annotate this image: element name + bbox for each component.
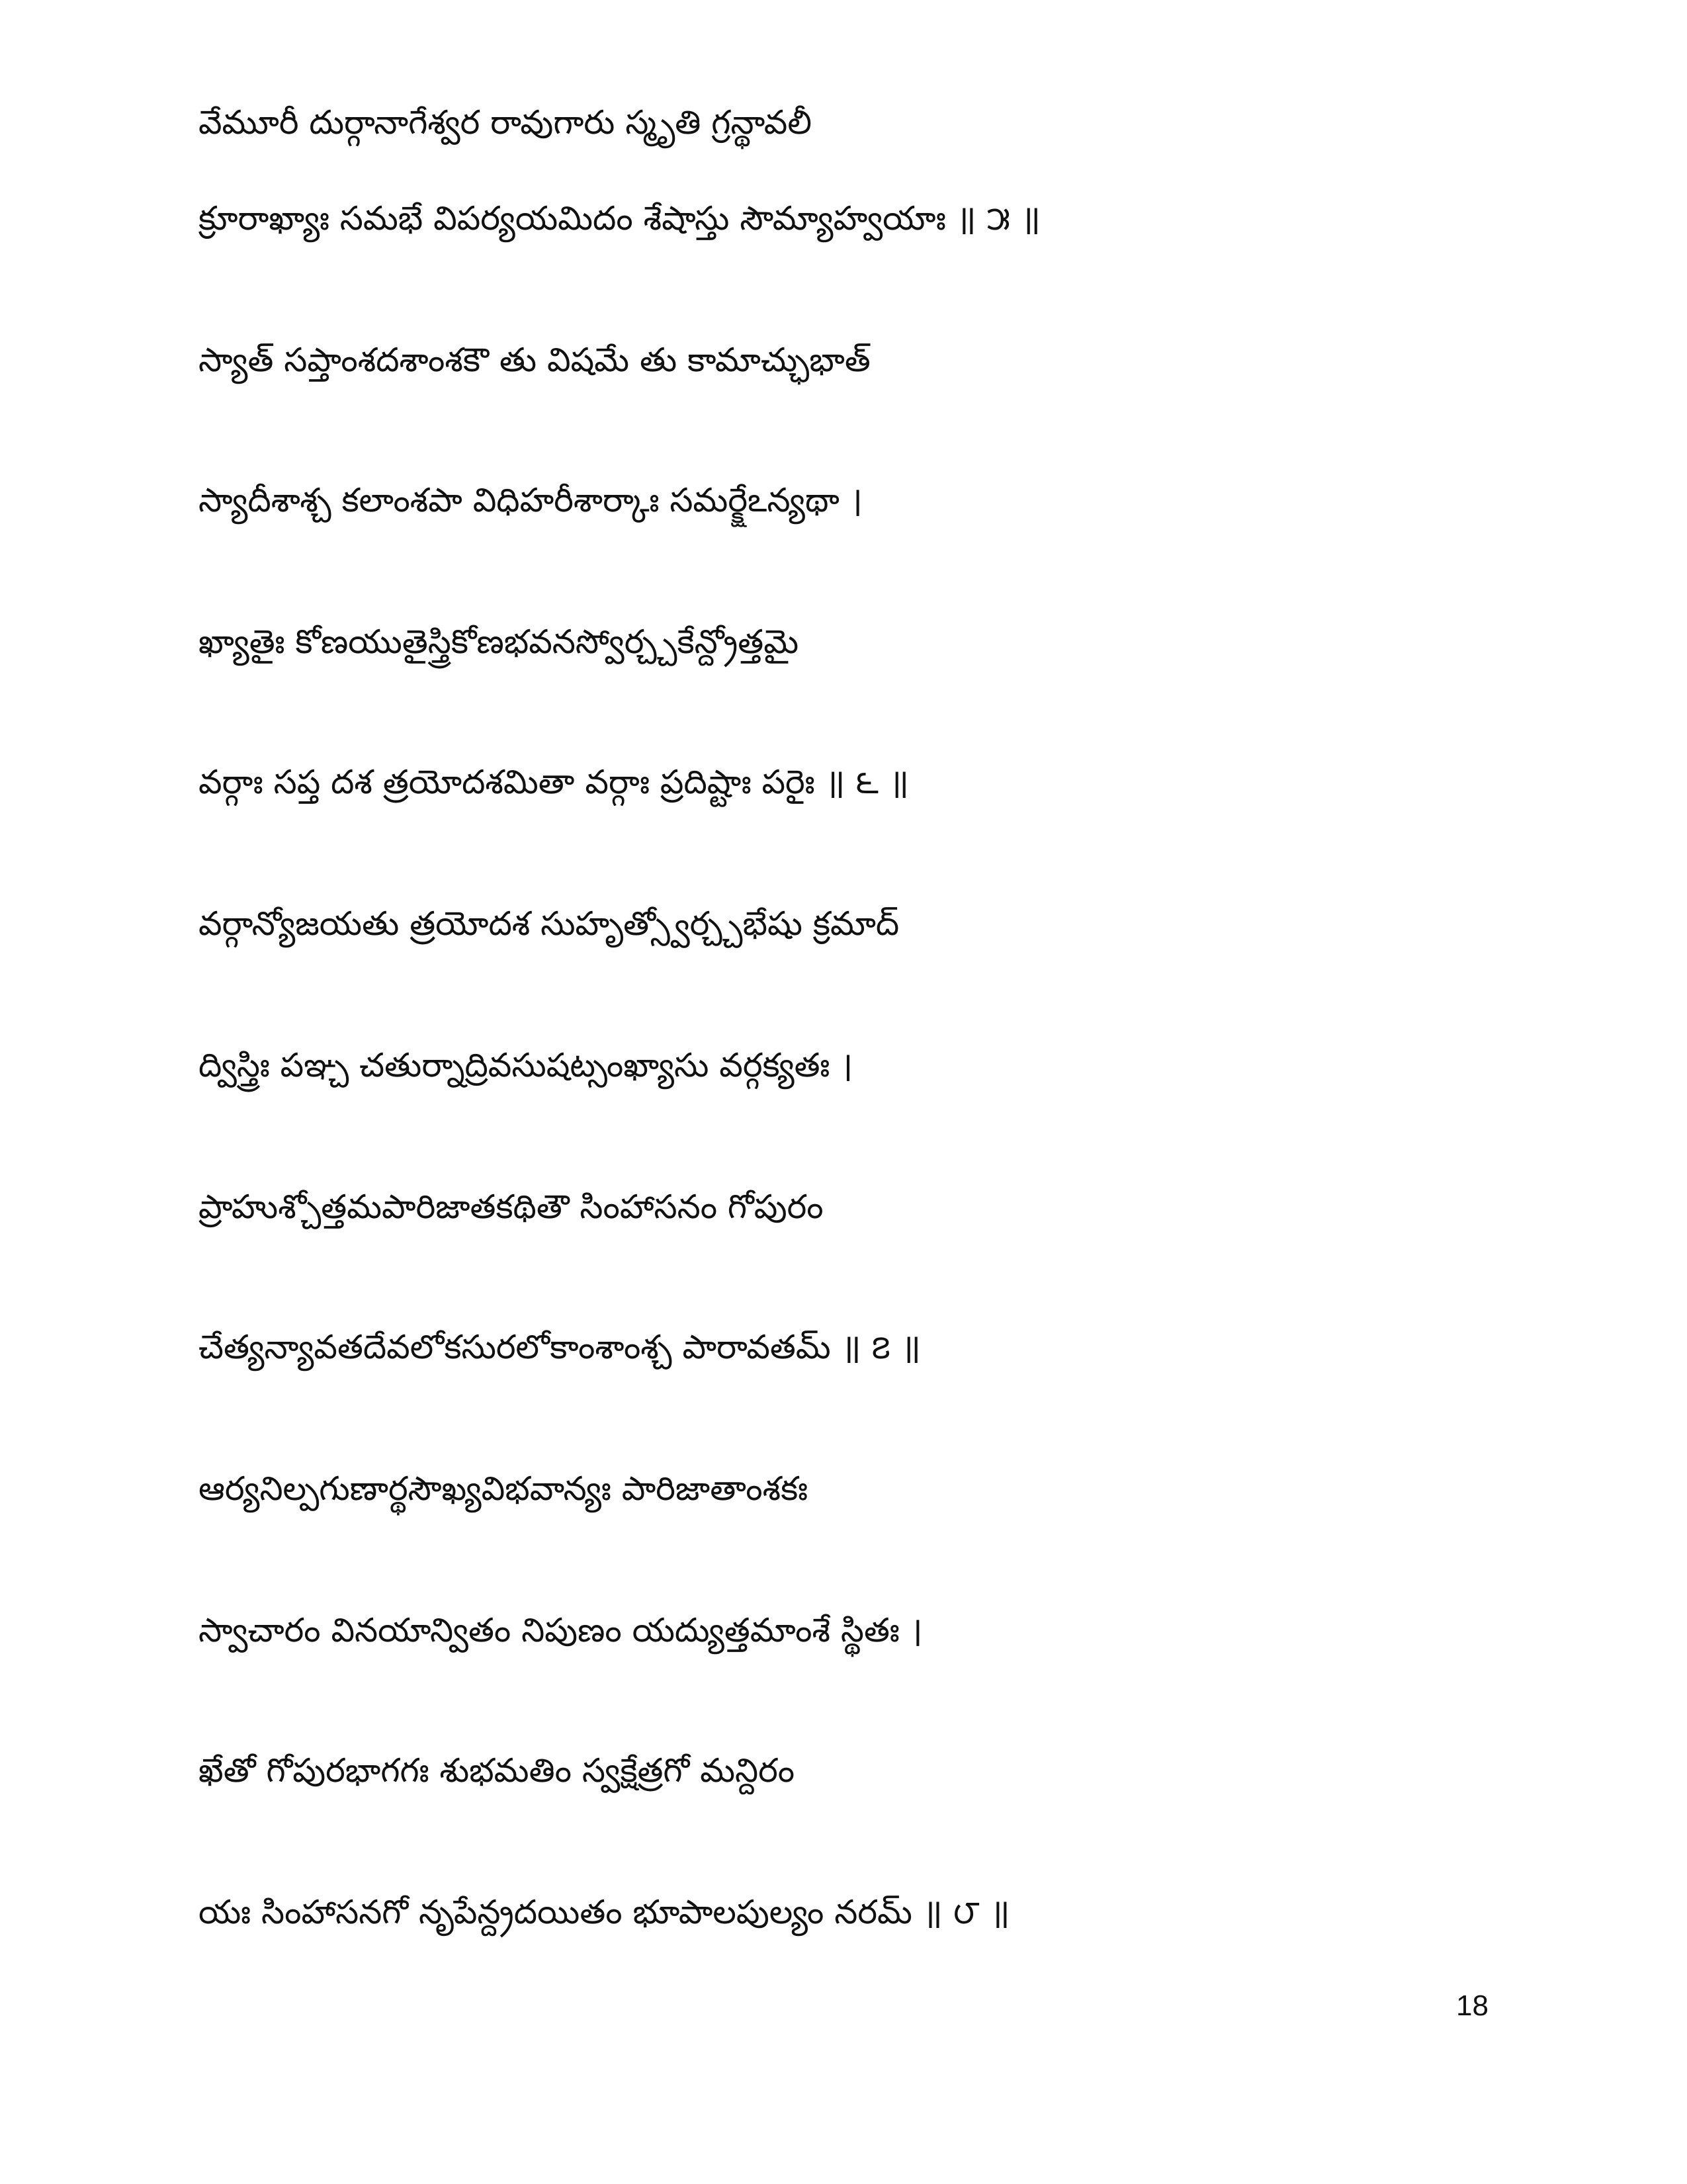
- verse-line-8: ప్రాహుశ్చోత్తమపారిజాతకథితౌ సింహాసనం గోపురం: [198, 1188, 824, 1226]
- verse-line-2: స్యాత్ సప్తాంశదశాంశకౌ తు విషమే తు కామాచ్ఛుభాత్: [198, 341, 871, 379]
- verse-line-13: యః సింహాసనగో నృపేన్ద్రదయితం భూపాలపుల్యం నరమ్ ॥ ౮ ॥: [198, 1893, 1010, 1931]
- verse-line-11: స్వాచారం వినయాన్వితం నిపుణం యద్యుత్తమాంశే స్థితః ।: [198, 1611, 923, 1649]
- running-header: వేమూరీ దుర్గానాగేశ్వర రావుగారు స్మృతి గ్రన్థావలీ: [198, 103, 812, 142]
- verse-line-10: ఆర్యనిల్పగుణార్థసౌఖ్యవిభవాన్యః పారిజాతాంశకః: [198, 1469, 808, 1508]
- verse-line-6: వర్గాన్యోజయతు త్రయోదశ సుహృత్స్వోర్చ్చభేషు క్రమాద్: [198, 904, 900, 943]
- verse-line-1: క్రూరాఖ్యాః సమభే విపర్యయమిదం శేషాస్తు సౌమ్యాహ్వయాః ॥ ౫ ॥: [198, 199, 1041, 238]
- verse-line-9: చేత్యన్యావతదేవలోకసురలోకాంశాంశ్చ పారావతమ్ ॥ ౭ ॥: [198, 1328, 921, 1366]
- verse-line-5: వర్గాః సప్త దశ త్రయోదశమితా వర్గాః ప్రదిష్టాః పరైః ॥ ౬ ॥: [198, 763, 909, 801]
- page-number: 18: [1456, 1989, 1489, 2022]
- verse-line-4: ఖ్యాతైః కోణయుతైస్త్రికోణభవనస్వోర్చ్చకేన్ద్రోత్తమై: [198, 623, 799, 661]
- verse-line-3: స్యాదీశాశ్చ కలాంశపా విధిహరీశార్కాః సమర్క్షేఽన్యథా ।: [198, 481, 863, 519]
- verse-line-7: ద్విస్త్రిః పఞ్చ చతుర్నాద్రివసుషట్సంఖ్యాసు వర్గక్యతః ।: [198, 1046, 853, 1084]
- verse-line-12: ఖేతో గోపురభాగగః శుభమతిం స్వక్షేత్రగో మన్దిరం: [198, 1751, 795, 1790]
